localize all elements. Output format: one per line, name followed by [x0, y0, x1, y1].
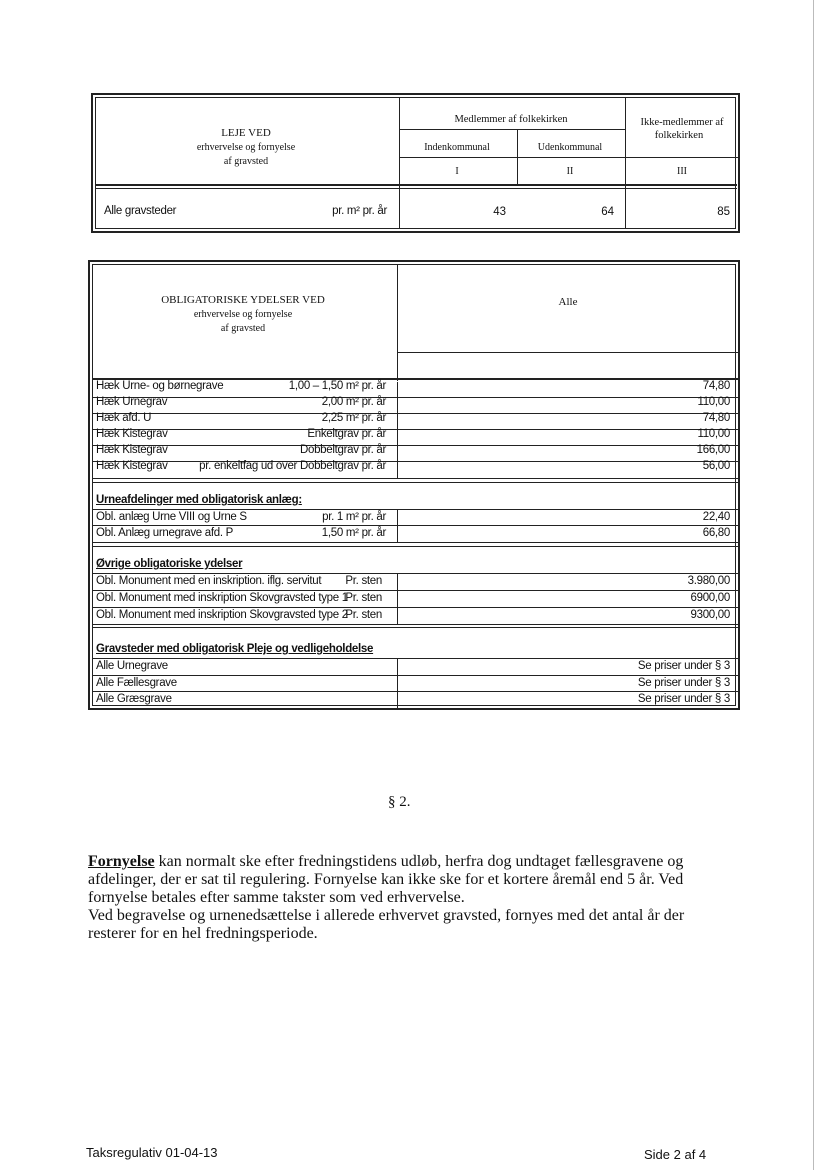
row-value: 166,00 [696, 444, 730, 456]
row-label: Obl. Monument med inskription Skovgravsted type 1 [96, 592, 348, 604]
fees-header-line2: erhvervelse og fornyelse [193, 309, 293, 320]
col-udenkommunal: Udenkommunal [537, 142, 603, 153]
col-ikke-line1: Ikke-medlemmer af [640, 117, 724, 128]
row-unit: Pr. sten [345, 609, 382, 621]
urn-section [88, 490, 740, 550]
roman-iii: III [677, 166, 687, 177]
row-label-alle-gravsteder: Alle gravsteder [104, 205, 177, 217]
row-label: Hæk Urne- og børnegrave [96, 380, 224, 392]
members-group-header: Medlemmer af folkekirken [454, 114, 568, 125]
col-ikke-line2: folkekirken [654, 130, 704, 141]
row-unit: Pr. sten [345, 592, 382, 604]
other-fees-section [88, 554, 740, 624]
section-title: Urneafdelinger med obligatorisk anlæg: [96, 494, 302, 506]
row-unit: pr. 1 m² pr. år [322, 511, 386, 523]
row-unit: 1,00 – 1,50 m² pr. år [288, 380, 386, 392]
row-label: Obl. Monument med en inskription. iflg. servitut [96, 575, 322, 587]
row-label: Hæk Urnegrav [96, 396, 168, 408]
row-label: Obl. anlæg Urne VIII og Urne S [96, 511, 247, 523]
row-label: Alle Græsgrave [96, 693, 172, 705]
paragraph-line5: resterer for en hel fredningsperiode. [88, 925, 318, 942]
paragraph-line1: kan normalt ske efter fredningstidens udløb, herfra dog undtaget fællesgravene og [154, 853, 684, 870]
row-unit: 2,00 m² pr. år [321, 396, 386, 408]
scan-edge [813, 0, 814, 1170]
rent-header-line2: erhvervelse og fornyelse [196, 142, 296, 153]
row-label: Hæk Kistegrav [96, 460, 168, 472]
fees-header-alle: Alle [558, 296, 578, 308]
value-iii: 85 [717, 206, 730, 218]
row-label: Hæk Kistegrav [96, 444, 168, 456]
paragraph-line3: fornyelse betales efter samme takster som ved erhvervelse. [88, 889, 465, 906]
col-indenkommunal: Indenkommunal [424, 142, 490, 153]
value-ii: 64 [601, 206, 614, 218]
rent-header-line1: LEJE VED [221, 127, 271, 139]
row-value: 66,80 [702, 527, 730, 539]
row-value: 110,00 [697, 428, 730, 440]
care-section [88, 638, 740, 708]
paragraph-line4: Ved begravelse og urnenedsættelse i allerede erhvervet gravsted, fornyes med det antal år der [88, 907, 685, 924]
row-value: 74,80 [702, 412, 730, 424]
section-heading: § 2. [388, 794, 411, 810]
row-label: Obl. Monument med inskription Skovgravsted type 2 [96, 609, 348, 621]
row-unit: 1,50 m² pr. år [321, 527, 386, 539]
renewal-paragraph [88, 853, 738, 943]
row-unit: pr. m² pr. år [332, 205, 387, 217]
row-value: 9300,00 [690, 609, 730, 621]
roman-ii: II [566, 166, 574, 177]
section-title: Gravsteder med obligatorisk Pleje og vedligeholdelse [96, 643, 374, 655]
row-unit: Dobbeltgrav pr. år [299, 444, 386, 456]
fees-header-line3: af gravsted [220, 323, 266, 334]
row-unit: 2,25 m² pr. år [321, 412, 386, 424]
renewal-lead: Fornyelse [88, 853, 155, 870]
row-value: 6900,00 [690, 592, 730, 604]
row-unit: pr. enkeltfag ud over Dobbeltgrav pr. år [199, 460, 386, 472]
row-value: Se priser under § 3 [637, 677, 730, 689]
row-value: 22,40 [702, 511, 730, 523]
value-i: 43 [493, 206, 506, 218]
row-value: 56,00 [702, 460, 730, 472]
footer-left: Taksregulativ 01-04-13 [86, 1145, 218, 1160]
rent-header-line3: af gravsted [223, 156, 269, 167]
row-label: Alle Urnegrave [96, 660, 168, 672]
row-label: Hæk Kistegrav [96, 428, 168, 440]
row-label: Alle Fællesgrave [96, 677, 177, 689]
row-value: Se priser under § 3 [637, 660, 730, 672]
row-value: 110,00 [697, 396, 730, 408]
row-label: Obl. Anlæg urnegrave afd. P [96, 527, 234, 539]
paragraph-line2: afdelinger, der er sat til regulering. Fornyelse kan ikke ske for et kortere åremål end 5 år. Ved [88, 871, 684, 888]
footer-right: Side 2 af 4 [644, 1147, 707, 1162]
row-value: 74,80 [702, 380, 730, 392]
row-unit: Enkeltgrav pr. år [307, 428, 386, 440]
row-value: 3.980,00 [687, 575, 730, 587]
section-title: Øvrige obligatoriske ydelser [96, 558, 243, 570]
roman-i: I [455, 166, 459, 177]
row-unit: Pr. sten [345, 575, 382, 587]
fees-header-line1: OBLIGATORISKE YDELSER VED [161, 294, 325, 306]
row-value: Se priser under § 3 [637, 693, 730, 705]
row-label: Hæk afd. U [96, 412, 152, 424]
